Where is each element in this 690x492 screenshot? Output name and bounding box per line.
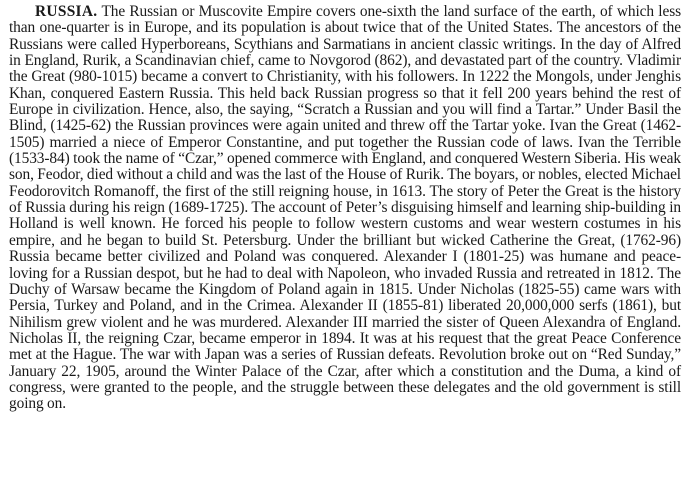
entry-headword: RUSSIA. bbox=[35, 3, 98, 20]
entry-body-text: The Russian or Muscovite Empire covers one-sixth the land surface of the earth, of which less than one-quarter is in Europe, and its population is about twice that of the United States. The ancestors of the Russians were called Hyperboreans, Scythians and Sarmatians in ancient classic writings. In the day of Alfred in England, Rurik, a Scandinavian chief, came to Novgorod (862), and devastated part of the country. Vladimir the Great (980-1015) became a convert to Christianity, with his followers. In 1222 the Mongols, under Jenghis Khan, conquered Eastern Russia. This held back Russian progress so that it fell 200 years behind the rest of Europe in civilization. Hence, also, the saying, “Scratch a Russian and you will find a Tartar.” Under Basil the Blind, (1425-62) the Russian provinces were again united and threw off the Tartar yoke. Ivan the Great (1462-1505) married a niece of Emperor Constantine, and put together the Russian code of laws. Ivan the Terrible (1533-84) took the name of “Czar,” opened commerce with England, and conquered Western Siberia. His weak son, Feodor, died without a child and was the last of the House of Rurik. The boyars, or nobles, elected Michael Feodorovitch Romanoff, the first of the still reigning house, in 1613. The story of Peter the Great is the history of Russia during his reign (1689-1725). The account of Peter’s disguising himself and learning ship-building in Holland is well known. He forced his people to follow western customs and wear western costumes in his empire, and he began to build St. Petersburg. Under the brilliant but wicked Catherine the Great, (1762-96) Russia became better civilized and Poland was conquered. Alexander I (1801-25) was humane and peace-loving for a Russian despot, but he had to deal with Napoleon, who invaded Russia and retreated in 1812. The Duchy of Warsaw became the Kingdom of Poland again in 1815. Under Nicholas (1825-55) came wars with Persia, Turkey and Poland, and in the Crimea. Alexander II (1855-81) liberated 20,000,000 serfs (1861), but Nihilism grew violent and he was murdered. Alexander III married the sister of Queen Alexandra of England. Nicholas II, the reigning Czar, became emperor in 1894. It was at his request that the great Peace Conference met at the Hague. The war with Japan was a series of Russian defeats. Revolution broke out on “Red Sunday,” January 22, 1905, around the Winter Palace of the Czar, after which a constitution and the Duma, a kind of congress, were granted to the people, and the struggle between these delegates and the old government is still going on. bbox=[9, 3, 681, 413]
encyclopedia-entry-russia bbox=[9, 4, 681, 413]
